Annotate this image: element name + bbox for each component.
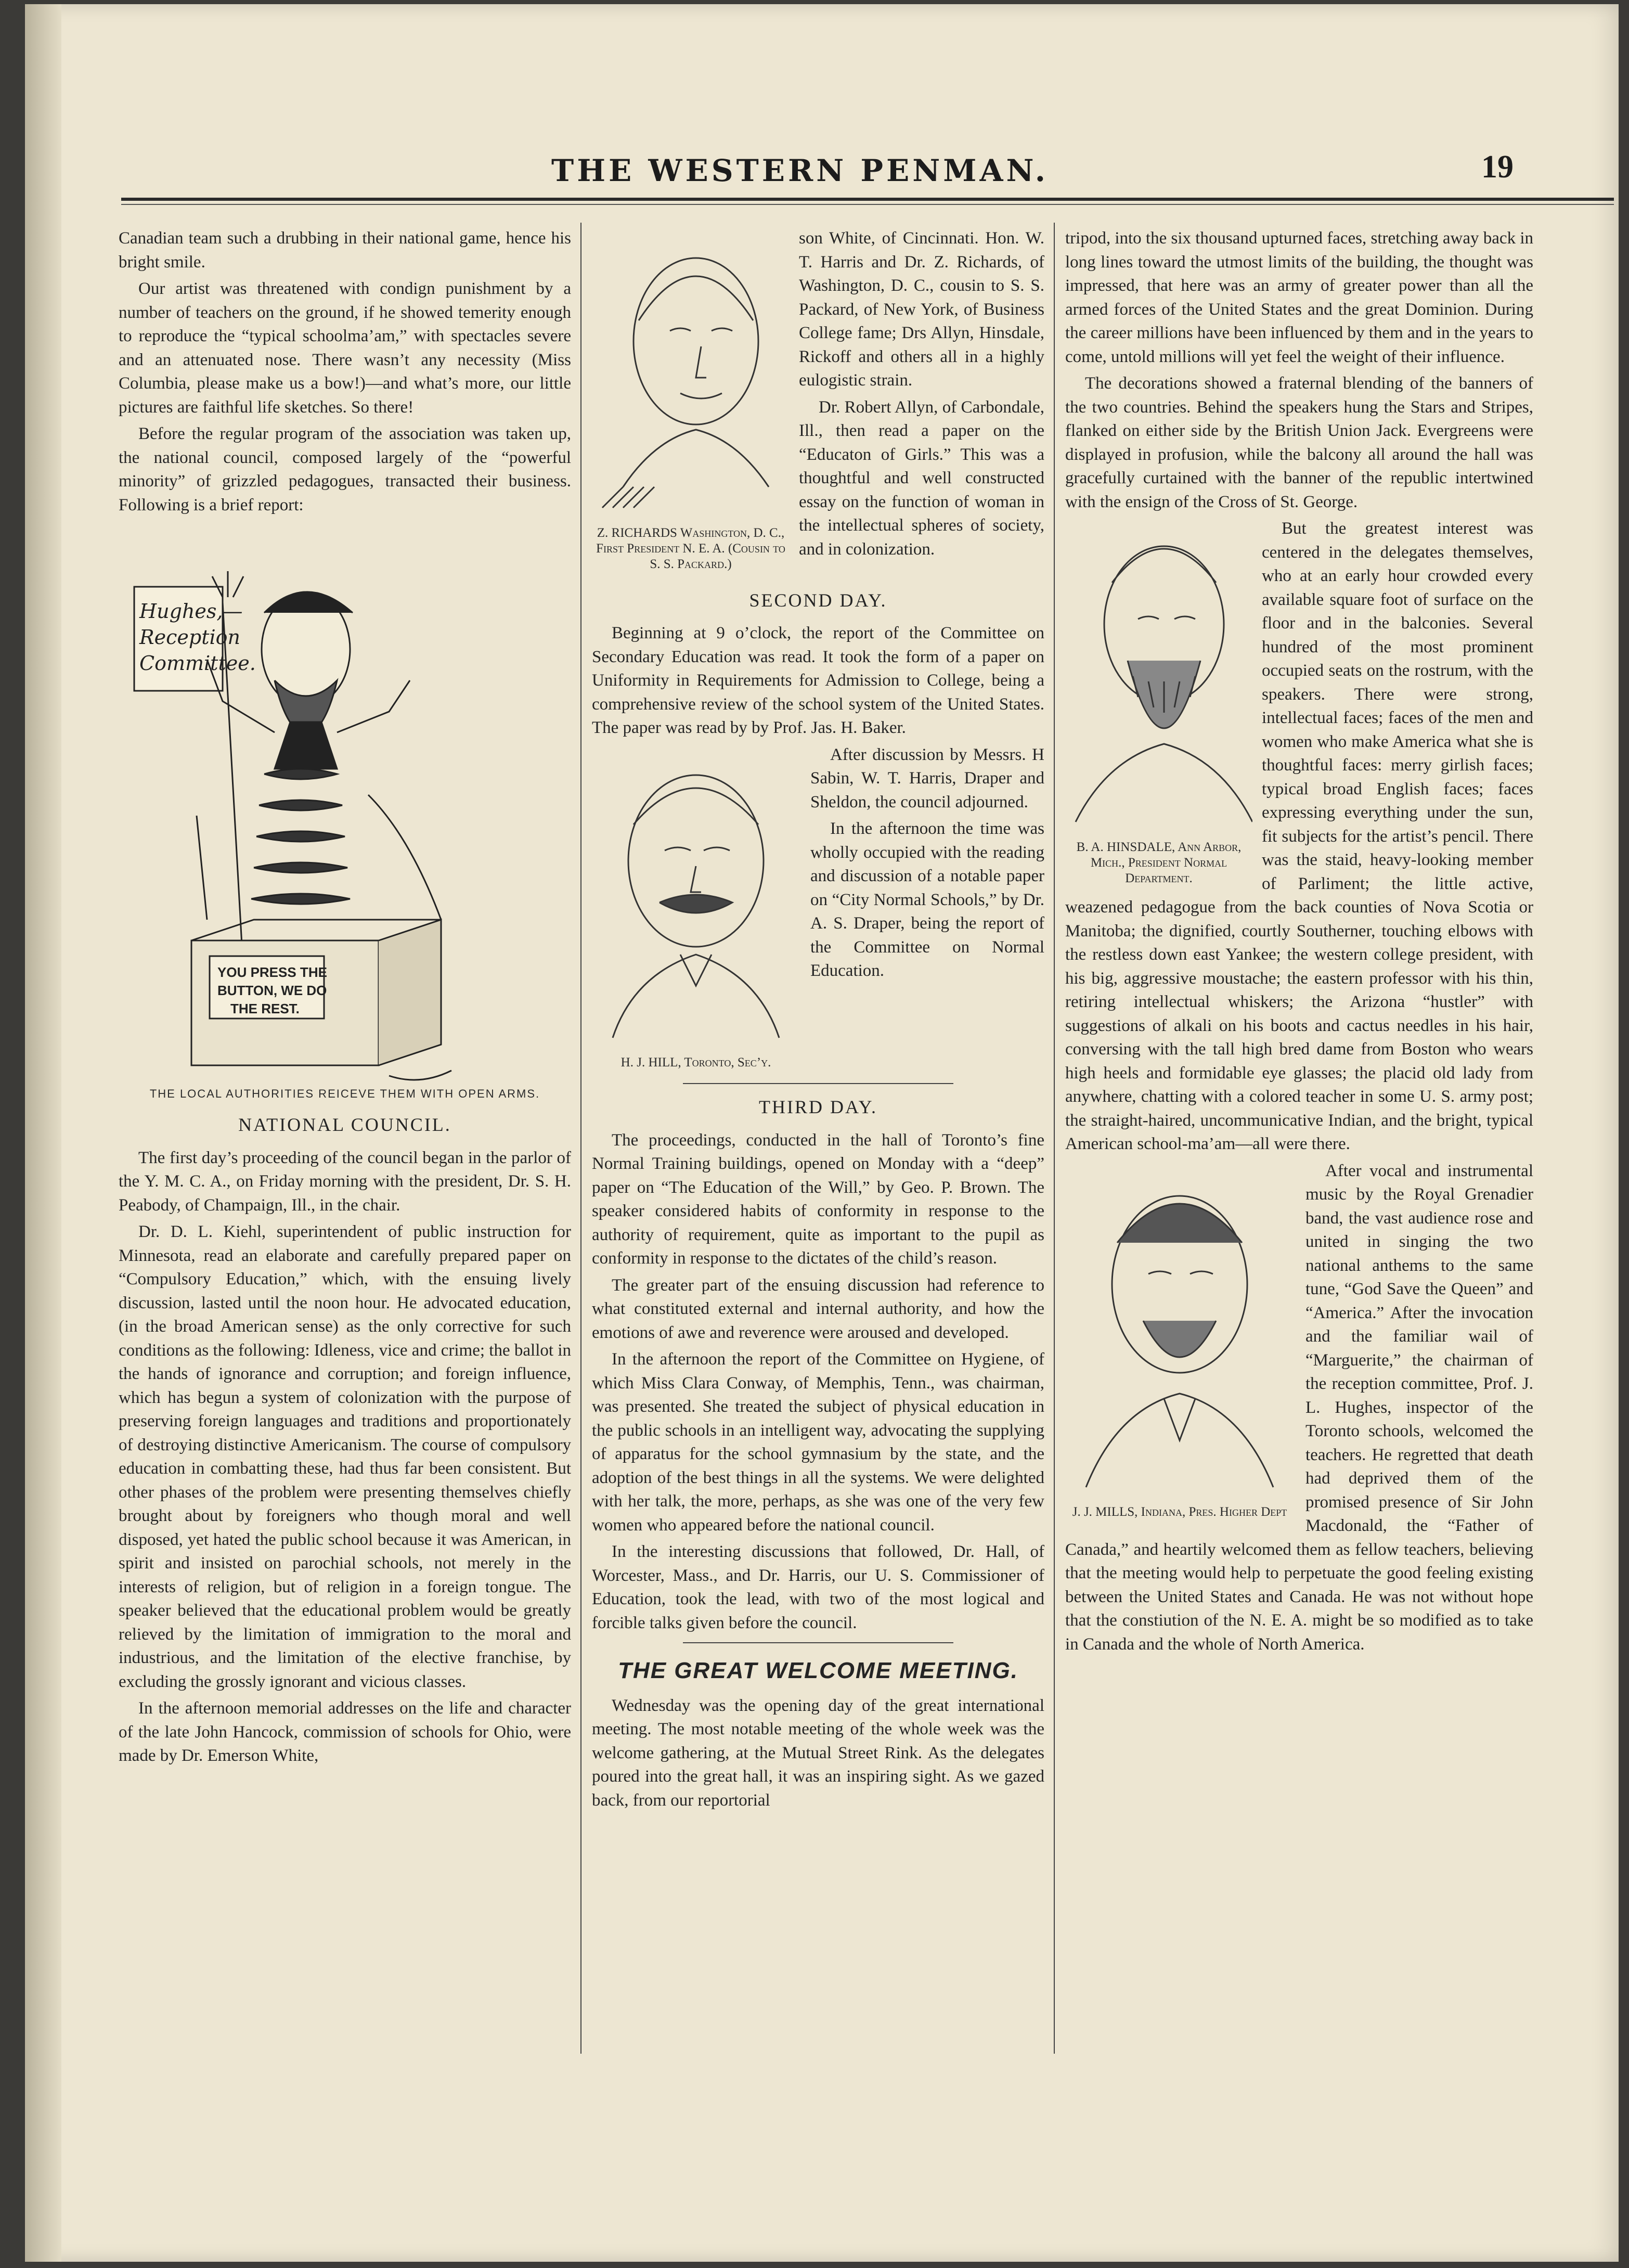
- paragraph: Dr. Robert Allyn, of Carbondale, Ill., then read a paper on the “Educaton of Girls.” This was a thoughtful and well constructed essay on the function of woman in the intellectual spheres of society, and in colonization.: [799, 397, 1044, 559]
- newspaper-page: [25, 4, 1619, 2262]
- section-divider: [683, 1642, 953, 1643]
- paragraph: The decorations showed a fraternal blending of the banners of the two countries. Behind the speakers hung the Stars and Stripes, flanked on either side by the British Union Jack. Evergreens were displayed in profusion, while the balcony all around the hall was gracefully curtained with the banner of the republic intertwined with the ensign of the Cross of St. George.: [1065, 374, 1533, 511]
- column-3: [1065, 227, 1533, 1659]
- section-heading-welcome-meeting: THE GREAT WELCOME MEETING.: [618, 1658, 1018, 1683]
- paragraph: Our artist was threatened with condign punishment by a number of teachers on the ground, if he showed temerity enough to reproduce the “typical schoolma’am,” with spectacles severe and an attenuated nose. There wasn’t any necessity (Miss Columbia, please make us a bow!)—and what’s more, our little pictures are faithful life sketches. So there!: [119, 279, 571, 417]
- portrait-z-richards: [592, 227, 790, 518]
- paragraph: The greater part of the ensuing discussion had reference to what constituted external and internal authority, and how the emotions of awe and reverence were aroused and developed.: [592, 1275, 1044, 1342]
- paragraph: After vocal and instrumental music by the Royal Grenadier band, the vast audience rose and united in singing the two national anthems to the same tune, “God Save the Queen” and “America.” After the invocation and the familiar wail of “Marguerite,” the chairman of the reception committee, Prof. J. L. Hughes, inspector of the Toronto schools, welcomed the teachers. He regretted that death had deprived them of the promised presence of Sir John Macdonald, the “Father of Canada,” and heartily welcomed them as fellow teachers, believing that the meeting would help to perpetuate the good feeling existing between the United States and Canada. He was not without hope that the constiution of the N. E. A. might be so modified as to take in Canada and the whole of North America.: [1065, 1161, 1533, 1654]
- hinsdale-caption: B. A. HINSDALE, Ann Arbor, Mich., President Normal Department.: [1076, 840, 1242, 885]
- paragraph: Wednesday was the opening day of the great international meeting. The most notable meeting of the whole week was the welcome gathering, at the Mutual Street Rink. As the delegates poured into the great hall, it was an inspiring sight. As we gazed back, from our reportorial: [592, 1696, 1044, 1810]
- paragraph: The first day’s proceeding of the council began in the parlor of the Y. M. C. A., on Friday morning with the president, Dr. S. H. Peabody, of Champaign, Ill., in the chair.: [119, 1148, 571, 1215]
- paragraph: In the afternoon the time was wholly occupied with the reading and discussion of a notable paper on “City Normal Schools,” by Dr. A. S. Draper, being the report of the Committee on Normal Education.: [810, 819, 1044, 980]
- paragraph: Before the regular program of the association was taken up, the national council, composed largely of the “powerful minority” of grizzled pedagogues, transacted their business. Following is a brief report:: [119, 424, 571, 514]
- cartoon-caption: THE LOCAL AUTHORITIES REICEVE THEM WITH OPEN ARMS.: [149, 1087, 540, 1100]
- paragraph: In the afternoon the report of the Committee on Hygiene, of which Miss Clara Conway, of Memphis, Tenn., was chairman, was presented. She treated the subject of physical education in the public schools in an intelligent way, advocating the supplying of apparatus for the school gymnasium by the state, and the adoption of the best things in all the systems. We were delighted with her talk, the more, perhaps, as she was one of the very few women who appeared before the national council.: [592, 1350, 1044, 1535]
- richards-caption: Z. RICHARDS Washington, D. C., First President N. E. A. (Cousin to S. S. Packard.): [596, 525, 785, 571]
- svg-text:Committee.: Committee.: [139, 652, 256, 675]
- svg-text:THE REST.: THE REST.: [230, 1001, 300, 1016]
- portrait-h-j-hill: [592, 746, 800, 1048]
- masthead-title: THE WESTERN PENMAN.: [551, 153, 1049, 188]
- portrait-j-j-mills: [1065, 1165, 1294, 1498]
- svg-text:Reception: Reception: [139, 626, 240, 649]
- paragraph: After discussion by Messrs. H Sabin, W. T. Harris, Draper and Sheldon, the council adjourned.: [810, 745, 1044, 811]
- header-rule: [121, 198, 1614, 201]
- paragraph: But the greatest interest was centered in the delegates themselves, who at an early hour crowded every available square foot of surface on the floor and in the balconies. Several hundred of the most prominent occupied seats on the rostrum, with the speakers. There were strong, intellectual faces; faces of the men and women who make America what she is thoughtful faces: merry girlish faces; typical broad English faces; faces expressing everything under the sun, fit subjects for the artist’s pencil. There was the staid, heavy-looking member of Parliment; the little active, weazened pedagogue from the back counties of Nova Scotia or Manitoba; the dignified, courtly Southerner, touching elbows with the restless down east Yankee; the western college president, with his big, aggressive moustache; the eastern professor with his thin, retiring intellectual whiskers; the Arizona “hustler” with suggestions of alkali on his boots and cactus needles in his hair, conversing with the tall high bred dame from Boston who wears high heels and formidable eye glasses; the placid old lady from anywhere, chatting with a colored teacher in some U. S. army post; the straight-haired, uncommunicative Indian, and the bright, typical American school-ma’am—all were there.: [1065, 519, 1533, 1153]
- section-heading-second-day: SECOND DAY.: [749, 589, 887, 611]
- page-spine-shadow: [25, 4, 61, 2262]
- column-divider-right: [1054, 223, 1055, 2054]
- paragraph: Dr. D. L. Kiehl, superintendent of public instruction for Minnesota, read an elaborate and carefully prepared paper on “Compulsory Education,” which, with the ensuing lively discussion, lasted until the noon hour. He advocated education, (in the broad American sense) as the only corrective for such conditions as the following: Idleness, vice and crime; the ballot in the hands of ignorance and corruption; and foreign influence, which has begun a system of colonization with the purpose of preserving foreign languages and traditions and proportionately of destroying distinctive Americanism. The course of compulsory education in combatting these, had thus far been consistent. But other phases of the problem were presenting themselves chiefly brought about by foreigners who though moral and well disposed, yet hated the public school because it was American, in spirit and insisted on parochial schools, not merely in the interests of religion, but of religion in a foreign tongue. The speaker believed that the educational problem would be greatly relieved by the limitation of immigration to the moral and industrious, and the limitation of the elective franchise, by excluding the grossly ignorant and vicious classes.: [119, 1222, 571, 1691]
- column-2: [592, 227, 1044, 1815]
- hill-caption: H. J. HILL, Toronto, Sec’y.: [620, 1055, 771, 1069]
- paragraph: son White, of Cincinnati. Hon. W. T. Harris and Dr. Z. Richards, of Washington, D. C., cousin to S. S. Packard, of New York, of Business College fame; Drs Allyn, Hinsdale, Rickoff and others all in a highly eulogistic strain.: [799, 229, 1044, 390]
- section-divider: [683, 1083, 953, 1084]
- section-heading-national-council: NATIONAL COUNCIL.: [238, 1114, 451, 1135]
- jack-in-the-box-cartoon: [119, 524, 571, 1086]
- richards-portrait-block: [592, 227, 790, 572]
- mills-portrait-block: [1065, 1165, 1294, 1520]
- mills-caption: J. J. MILLS, Indiana, Pres. Higher Dept: [1072, 1505, 1287, 1519]
- section-heading-third-day: THIRD DAY.: [758, 1097, 878, 1117]
- column-1: [119, 227, 571, 1771]
- header-rule-thin: [121, 204, 1614, 205]
- cartoon-sign-text: Hughes,—: [139, 600, 243, 623]
- paragraph: In the interesting discussions that followed, Dr. Hall, of Worcester, Mass., and Dr. Harris, our U. S. Commissioner of Education, took the lead, with two of the most logical and forcible talks given before the council.: [592, 1542, 1044, 1632]
- paragraph: In the afternoon memorial addresses on the life and character of the late John Hancock, commission of schools for Ohio, were made by Dr. Emerson White,: [119, 1699, 571, 1765]
- hinsdale-portrait-block: [1065, 520, 1252, 886]
- page-number: 19: [1481, 149, 1514, 185]
- cartoon-box-text: YOU PRESS THE: [217, 964, 327, 980]
- svg-text:BUTTON, WE DO: BUTTON, WE DO: [217, 983, 327, 998]
- paragraph: tripod, into the six thousand upturned faces, stretching away back in long lines toward the utmost limits of the building, the thought was impressed, that here was an army of greater power than all the armed forces of the United States and the great Dominion. During the career millions have been influenced by them and in the years to come, untold millions will yet feel the weight of their influence.: [1065, 229, 1533, 366]
- portrait-b-a-hinsdale: [1065, 520, 1252, 832]
- paragraph: Canadian team such a drubbing in their national game, hence his bright smile.: [119, 229, 571, 272]
- paragraph: Beginning at 9 o’clock, the report of the Committee on Secondary Education was read. It took the form of a paper on Uniformity in Requirements for Admission to College, being a comprehensive review of the school system of the United States. The paper was read by by Prof. Jas. H. Baker.: [592, 624, 1044, 737]
- paragraph: The proceedings, conducted in the hall of Toronto’s fine Normal Training buildings, opened on Monday with a “deep” paper on “The Education of the Will,” by Geo. P. Brown. The speaker considered habits of conformity in response to the authority of requirement, quite as important to the pupil as conformity in response to the dictates of the child’s reason.: [592, 1130, 1044, 1268]
- column-divider-left: [580, 223, 581, 2054]
- hill-portrait-block: [592, 746, 800, 1071]
- cartoon-illustration: [119, 524, 571, 1086]
